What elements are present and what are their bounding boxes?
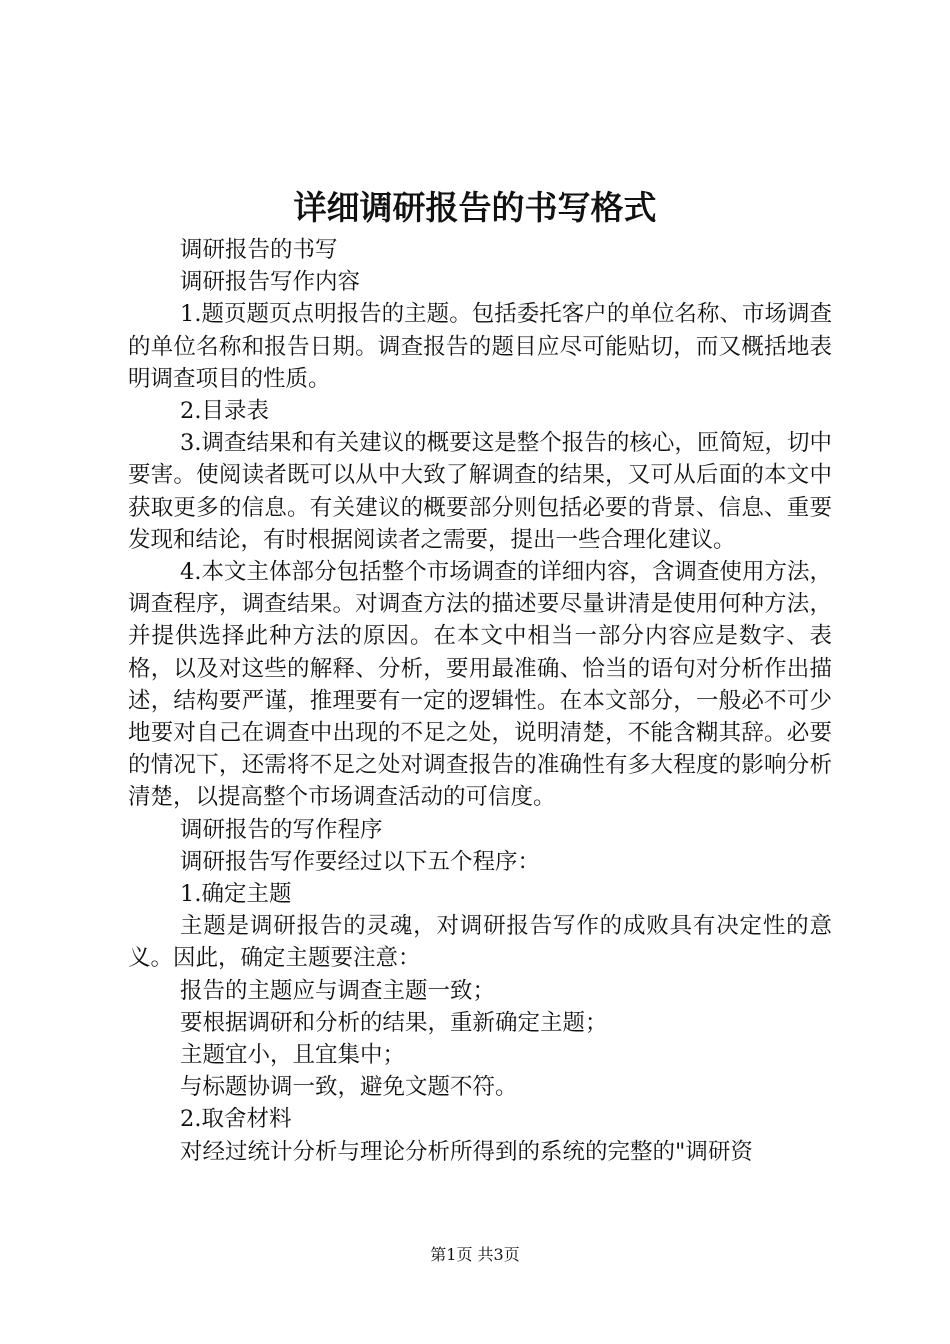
document-body — [128, 234, 832, 1168]
page-footer: 第1页 共3页 — [430, 1245, 520, 1264]
paragraph-6: 4.本文主体部分包括整个市场调查的详细内容，含调查使用方法，调查程序，调查结果。对调查方法的描述要尽量讲清是使用何种方法，并提供选择此种方法的原因。在本文中相当一部分内容应是数字、表格，以及对这些的解释、分析，要用最准确、恰当的语句对分析作出描述，结构要严谨，推理要有一定的逻辑性。在本文部分，一般必不可少地要对自己在调查中出现的不足之处，说明清楚，不能含糊其辞。必要的情况下，还需将不足之处对调查报告的准确性有多大程度的影响分析清楚，以提高整个市场调查活动的可信度。 — [128, 559, 832, 811]
paragraph-9: 1.确定主题 — [180, 881, 292, 908]
paragraph-7: 调研报告的写作程序 — [180, 816, 383, 843]
paragraph-1: 调研报告的书写 — [180, 237, 338, 263]
paragraph-4: 2.目录表 — [180, 398, 269, 425]
paragraph-16: 对经过统计分析与理论分析所得到的系统的完整的"调研资 — [180, 1138, 753, 1165]
paragraph-12: 要根据调研和分析的结果，重新确定主题； — [180, 1009, 608, 1036]
paragraph-10: 主题是调研报告的灵魂，对调研报告写作的成败具有决定性的意义。因此，确定主题要注意： — [128, 913, 832, 972]
paragraph-14: 与标题协调一致，避免文题不符。 — [180, 1074, 518, 1101]
paragraph-15: 2.取舍材料 — [180, 1106, 292, 1133]
paragraph-3: 1.题页题页点明报告的主题。包括委托客户的单位名称、市场调查的单位名称和报告日期。调查报告的题目应尽可能贴切，而又概括地表明调查项目的性质。 — [128, 301, 832, 392]
paragraph-11: 报告的主题应与调查主题一致； — [180, 977, 496, 1004]
document-title: 详细调研报告的书写格式 — [293, 188, 657, 227]
paragraph-2: 调研报告写作内容 — [180, 269, 361, 296]
paragraph-5: 3.调查结果和有关建议的概要这是整个报告的核心，匝简短，切中要害。使阅读者既可以从中大致了解调查的结果，又可从后面的本文中获取更多的信息。有关建议的概要部分则包括必要的背景、信息、重要发现和结论，有时根据阅读者之需要，提出一些合理化建议。 — [128, 430, 832, 553]
paragraph-8: 调研报告写作要经过以下五个程序： — [180, 848, 541, 875]
paragraph-13: 主题宜小，且宜集中； — [180, 1042, 406, 1069]
